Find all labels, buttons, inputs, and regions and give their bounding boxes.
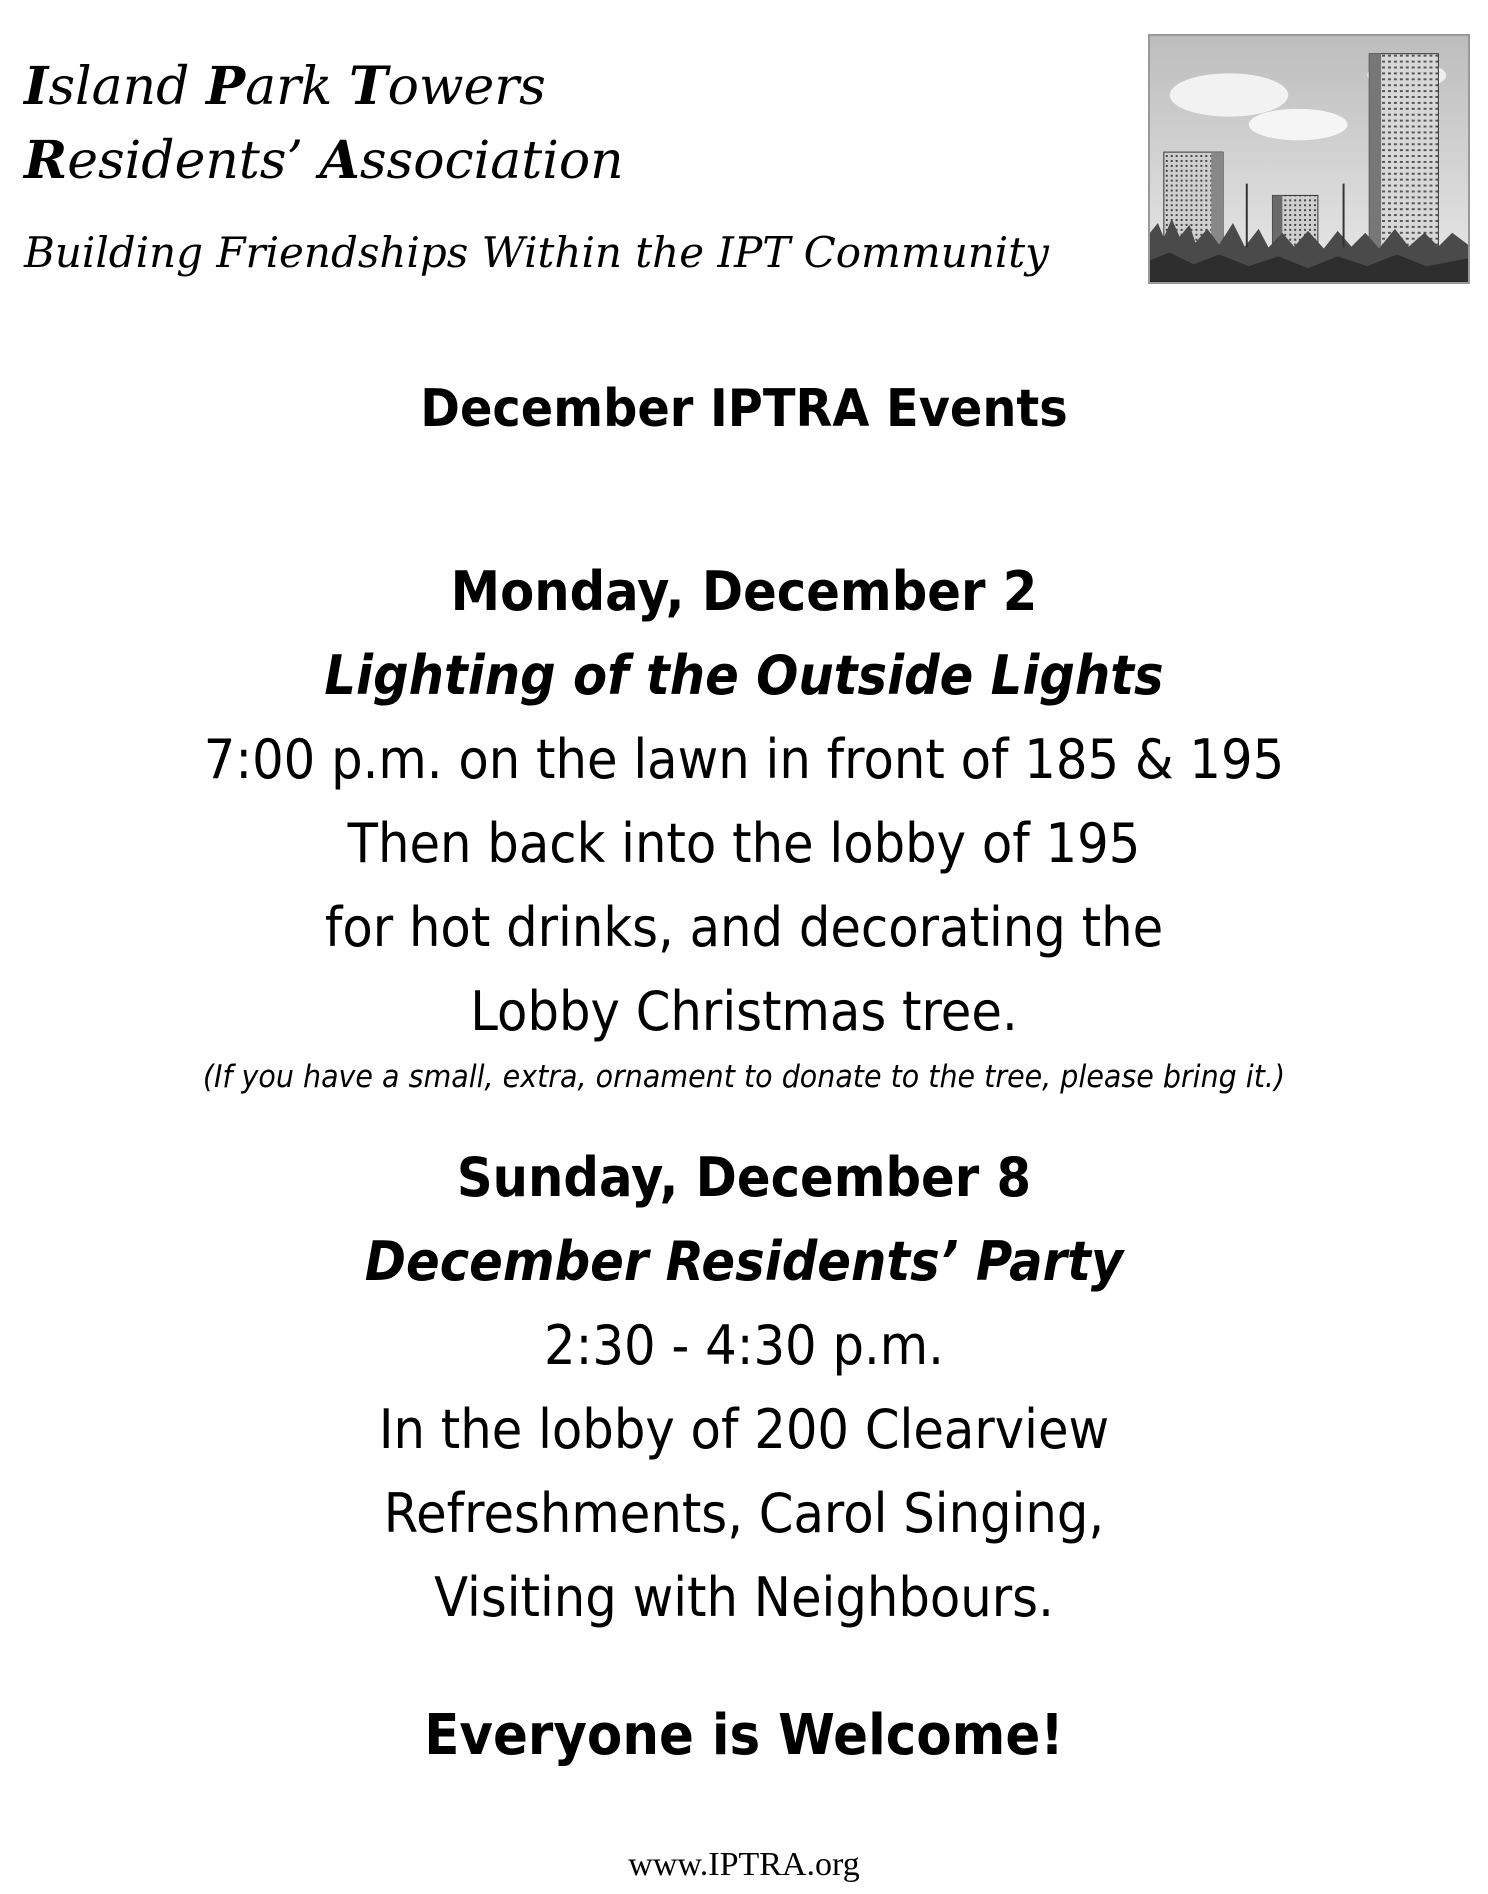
org-initial: R <box>24 130 68 191</box>
event-title: December Residents’ Party <box>364 1230 1124 1293</box>
org-name-line-2 <box>24 124 624 198</box>
org-word: ssociation <box>359 131 624 191</box>
event-detail-line: Visiting with Neighbours. <box>434 1566 1054 1629</box>
org-word: esidents’ <box>67 131 320 191</box>
event-detail-line: Refreshments, Carol Singing, <box>383 1482 1105 1545</box>
event-detail-line: Then back into the lobby of 195 <box>347 812 1141 875</box>
org-word: ark <box>245 57 349 117</box>
event-title: Lighting of the Outside Lights <box>324 644 1164 707</box>
event-block <box>0 1136 1488 1640</box>
website-link[interactable]: www.IPTRA.org <box>628 1846 860 1883</box>
event-detail-line: Lobby Christmas tree. <box>470 980 1018 1043</box>
apartment-towers-photo <box>1148 34 1470 284</box>
org-word: sland <box>48 57 206 117</box>
event-block <box>0 550 1488 1100</box>
tagline: Building Friendships Within the IPT Community <box>24 228 1049 277</box>
closing-message: Everyone is Welcome! <box>424 1703 1064 1768</box>
org-name-line-1 <box>24 50 624 124</box>
event-note: (If you have a small, extra, ornament to donate to the tree, please bring it.) <box>202 1059 1286 1095</box>
event-date: Sunday, December 8 <box>456 1146 1032 1209</box>
event-detail-line: In the lobby of 200 Clearview <box>378 1398 1110 1461</box>
org-initial: I <box>24 56 49 117</box>
org-header <box>24 50 624 198</box>
event-detail-line: 7:00 p.m. on the lawn in front of 185 & 195 <box>203 728 1285 791</box>
event-detail-line: for hot drinks, and decorating the <box>324 896 1164 959</box>
events-content <box>0 372 1488 1778</box>
event-detail-line: 2:30 - 4:30 p.m. <box>544 1314 944 1377</box>
org-initial: T <box>348 56 388 117</box>
event-date: Monday, December 2 <box>450 560 1038 623</box>
org-initial: P <box>205 56 246 117</box>
org-word: owers <box>387 57 546 117</box>
page-title: December IPTRA Events <box>420 379 1068 439</box>
org-initial: A <box>319 130 360 191</box>
